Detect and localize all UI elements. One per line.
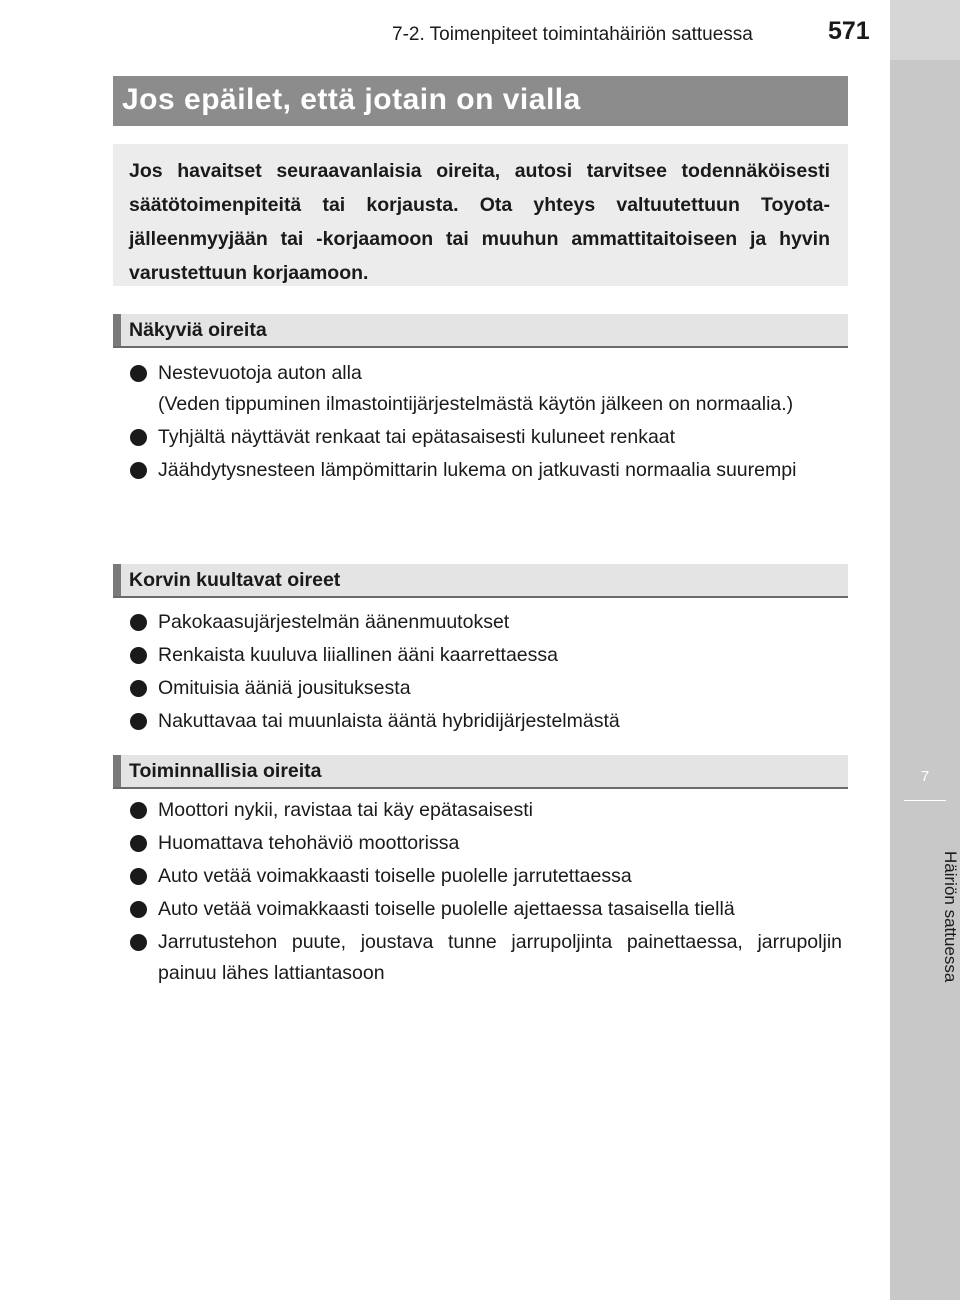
list-item: Jarrutustehon puute, joustava tunne jarrupoljinta painettaessa, jarrupoljin painuu lähes lattiantasoon — [130, 927, 842, 989]
list-item: Pakokaasujärjestelmän äänenmuutokset — [130, 607, 842, 638]
bullet-icon — [130, 429, 147, 446]
chapter-side-tab — [890, 0, 960, 1300]
bullet-icon — [130, 901, 147, 918]
chapter-title-vertical — [890, 832, 960, 1002]
page-number: 571 — [828, 17, 870, 45]
list-item: Omituisia ääniä jousituksesta — [130, 673, 842, 704]
bullet-icon — [130, 835, 147, 852]
side-tab-top-block — [890, 0, 960, 60]
intro-box — [113, 144, 848, 286]
list-item: Moottori nykii, ravistaa tai käy epätasaisesti — [130, 795, 842, 826]
section-heading-text: Näkyviä oireita — [129, 319, 267, 341]
list-item: Jäähdytysnesteen lämpömittarin lukema on jatkuvasti normaalia suurempi — [130, 455, 842, 486]
functional-symptoms-list — [130, 795, 842, 991]
section-heading-text: Toiminnallisia oireita — [129, 760, 322, 782]
section-heading-text: Korvin kuultavat oireet — [129, 569, 341, 591]
bullet-icon — [130, 647, 147, 664]
list-item: Renkaista kuuluva liiallinen ääni kaarrettaessa — [130, 640, 842, 671]
chapter-number: 7 — [920, 768, 930, 785]
visible-symptoms-list — [130, 358, 842, 488]
chapter-title-text: Häiriön sattuessa — [941, 851, 960, 983]
list-item: Nakuttavaa tai muunlaista ääntä hybridijärjestelmästä — [130, 706, 842, 737]
bullet-icon — [130, 462, 147, 479]
list-item: Huomattava tehohäviö moottorissa — [130, 828, 842, 859]
section-heading-audible-symptoms — [113, 564, 848, 598]
bullet-icon — [130, 680, 147, 697]
bullet-icon — [130, 868, 147, 885]
list-item: Nestevuotoja auton alla (Veden tippuminen ilmastointijärjestelmästä käytön jälkeen on normaalia.) — [130, 358, 842, 420]
intro-text: Jos havaitset seuraavanlaisia oireita, autosi tarvitsee todennäköisesti säätötoimenpiteitä tai korjausta. Ota yhteys valtuutettuun Toyota-jälleenmyyjään tai -korjaamoon tai muuhun ammattitaitoiseen ja hyvin varustettuun korjaamoon. — [129, 160, 830, 284]
list-item: Tyhjältä näyttävät renkaat tai epätasaisesti kuluneet renkaat — [130, 422, 842, 453]
bullet-icon — [130, 365, 147, 382]
list-item: Auto vetää voimakkaasti toiselle puolelle ajettaessa tasaisella tiellä — [130, 894, 842, 925]
bullet-icon — [130, 934, 147, 951]
audible-symptoms-list — [130, 607, 842, 739]
page-title-bar — [113, 76, 848, 126]
bullet-icon — [130, 614, 147, 631]
section-heading-functional-symptoms — [113, 755, 848, 789]
list-item: Auto vetää voimakkaasti toiselle puolelle jarrutettaessa — [130, 861, 842, 892]
bullet-icon — [130, 713, 147, 730]
bullet-icon — [130, 802, 147, 819]
page-title: Jos epäilet, että jotain on vialla — [122, 83, 581, 116]
section-heading-visible-symptoms — [113, 314, 848, 348]
running-header: 7-2. Toimenpiteet toimintahäiriön sattuessa — [392, 24, 753, 45]
side-tab-divider — [904, 800, 946, 801]
